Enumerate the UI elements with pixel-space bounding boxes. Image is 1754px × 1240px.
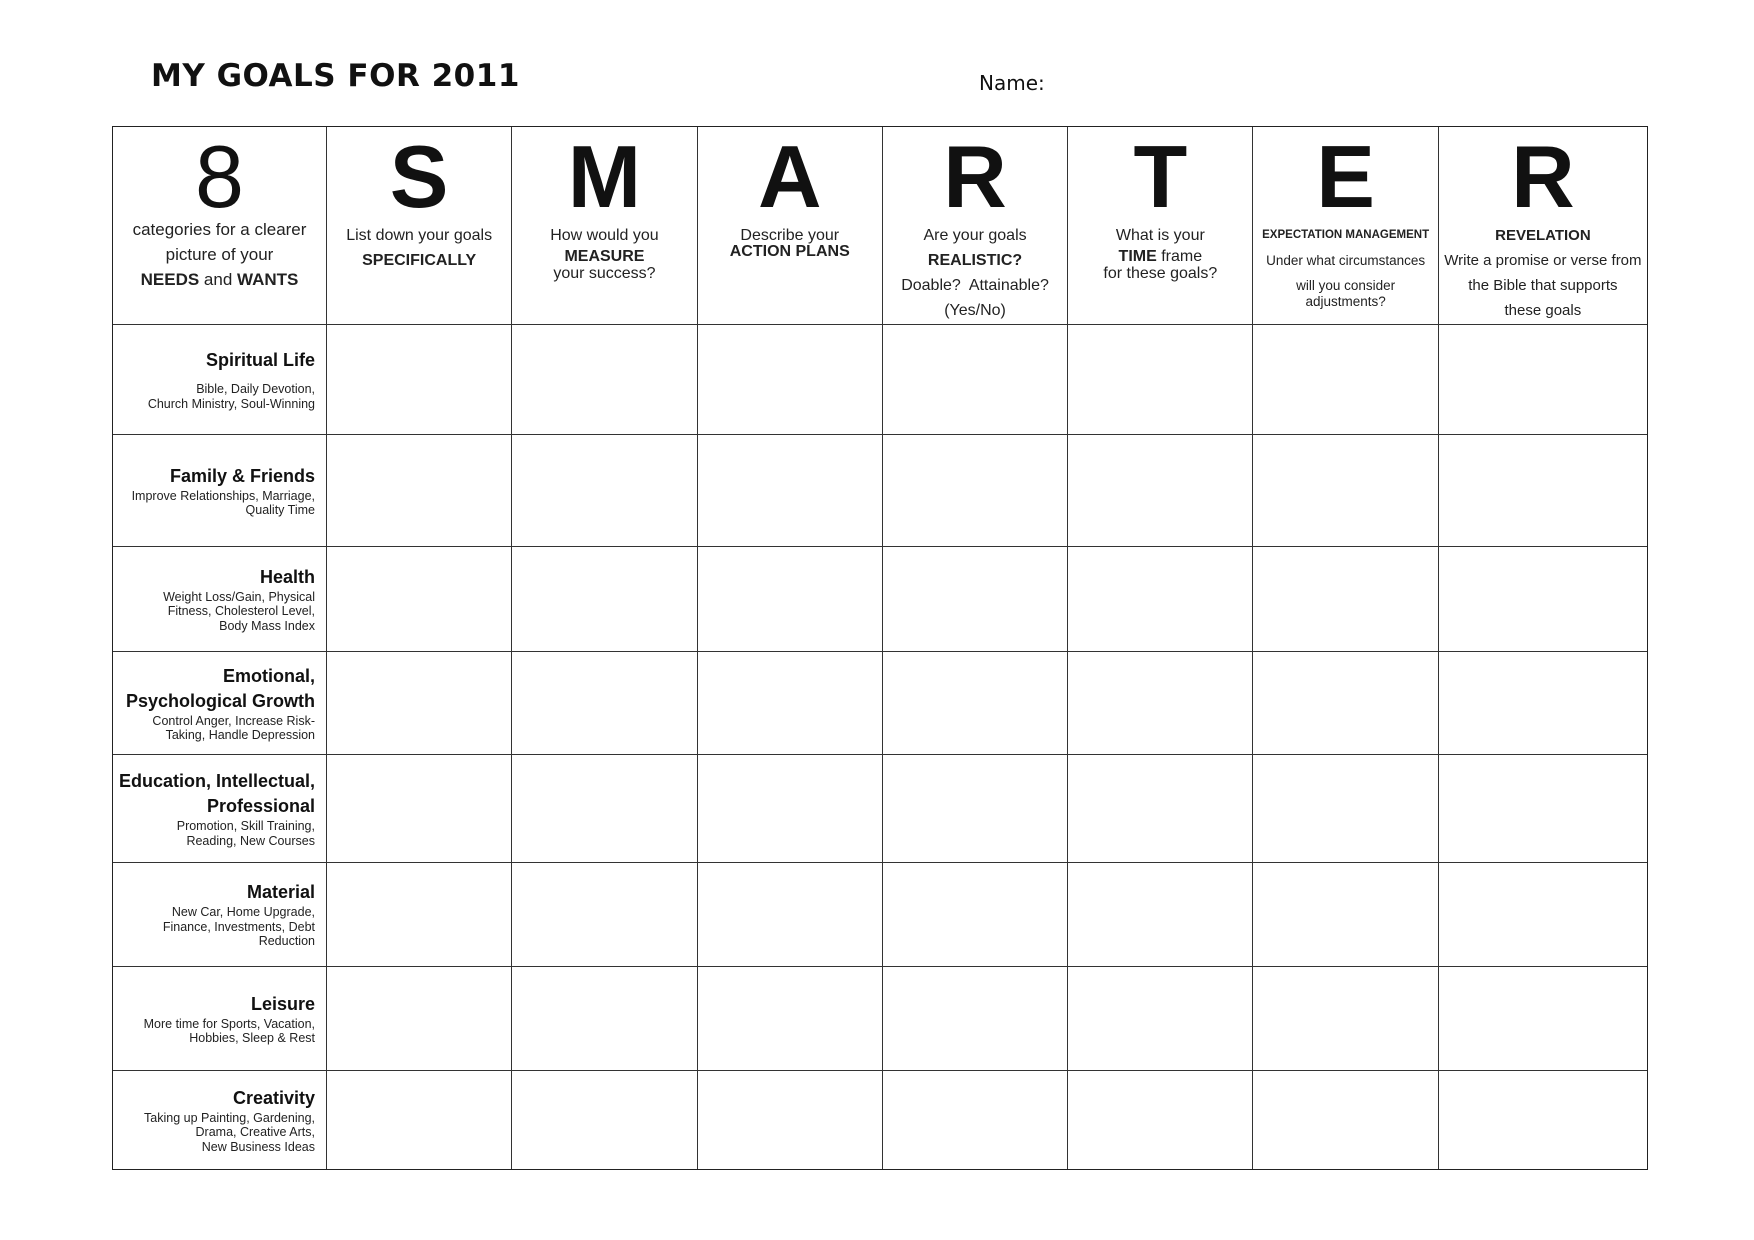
header-line	[113, 267, 326, 292]
header-letter: A	[757, 127, 822, 226]
header-line: SPECIFICALLY	[362, 252, 477, 269]
category-title: Material	[246, 882, 315, 903]
goal-entry-cell	[1068, 755, 1253, 863]
goal-entry-cell	[883, 967, 1068, 1071]
header-letter: T	[1133, 127, 1188, 226]
category-cell	[113, 547, 327, 652]
category-cell	[113, 967, 327, 1071]
category-cell	[113, 1071, 327, 1169]
header-line: MEASURE	[564, 248, 645, 265]
goal-entry-cell	[1439, 325, 1647, 435]
category-description: Finance, Investments, Debt	[162, 919, 315, 934]
goal-entry-cell	[883, 325, 1068, 435]
goal-entry-cell	[327, 652, 512, 755]
goal-entry-cell	[512, 1071, 697, 1169]
header-line: the Bible that supports	[1468, 277, 1618, 294]
header-line: What is your	[1115, 227, 1205, 244]
goal-entry-cell	[327, 967, 512, 1071]
header-expectation	[1253, 127, 1438, 325]
goal-entry-cell	[1068, 967, 1253, 1071]
category-cell	[113, 325, 327, 435]
category-description: Fitness, Cholesterol Level,	[167, 604, 315, 619]
header-line: for these goals?	[1103, 265, 1218, 282]
header-action	[698, 127, 883, 325]
category-description: Reduction	[258, 934, 315, 949]
goal-entry-cell	[1253, 967, 1438, 1071]
category-title: Health	[259, 566, 315, 587]
header-desc	[883, 223, 1067, 323]
goal-entry-cell	[327, 863, 512, 967]
header-realistic	[883, 127, 1068, 325]
header-line: categories for a clearer	[132, 220, 307, 239]
category-description: Hobbies, Sleep & Rest	[189, 1031, 315, 1045]
goal-entry-cell	[512, 325, 697, 435]
goal-entry-cell	[698, 325, 883, 435]
goal-entry-cell	[512, 967, 697, 1071]
category-description: Quality Time	[245, 503, 315, 517]
header-desc	[113, 217, 326, 292]
goal-entry-cell	[1068, 863, 1253, 967]
goal-entry-cell	[512, 863, 697, 967]
header-line	[1068, 248, 1252, 265]
header-line: picture of your	[165, 245, 274, 264]
goal-entry-cell	[883, 435, 1068, 547]
goal-entry-cell	[1068, 325, 1253, 435]
category-description: Improve Relationships, Marriage,	[131, 488, 315, 503]
category-cell	[113, 755, 327, 863]
header-measurable	[512, 127, 697, 325]
header-line: will you consider	[1296, 278, 1396, 293]
goal-entry-cell	[1439, 547, 1647, 652]
category-description: Church Ministry, Soul-Winning	[147, 396, 315, 411]
goal-entry-cell	[327, 325, 512, 435]
category-title: Education, Intellectual,	[118, 771, 315, 791]
goal-entry-cell	[327, 755, 512, 863]
header-line: REVELATION	[1495, 227, 1591, 244]
header-desc	[1253, 223, 1437, 310]
category-description: More time for Sports, Vacation,	[143, 1016, 315, 1031]
page-title: MY GOALS FOR 2011	[151, 58, 520, 94]
header-desc	[1439, 223, 1647, 323]
goal-entry-cell	[327, 547, 512, 652]
header-desc	[512, 223, 696, 282]
header-letter: S	[389, 127, 449, 226]
category-description: Control Anger, Increase Risk-	[152, 713, 315, 728]
goal-entry-cell	[327, 1071, 512, 1169]
goal-entry-cell	[1253, 1071, 1438, 1169]
category-title: Psychological Growth	[125, 690, 315, 711]
goal-entry-cell	[1068, 652, 1253, 755]
needs-text: NEEDS	[140, 270, 200, 289]
header-number: 8	[195, 127, 244, 226]
goal-entry-cell	[698, 652, 883, 755]
category-title: Spiritual Life	[205, 350, 315, 370]
header-letter: R	[943, 127, 1007, 226]
goal-entry-cell	[1253, 435, 1438, 547]
and-text: and	[199, 270, 237, 289]
category-title: Professional	[206, 796, 315, 816]
header-line: these goals	[1504, 302, 1582, 319]
category-description: Body Mass Index	[219, 618, 315, 633]
goal-entry-cell	[1439, 755, 1647, 863]
category-title: Emotional,	[222, 665, 315, 686]
header-desc	[698, 223, 882, 260]
category-title: Family & Friends	[169, 465, 315, 486]
goal-entry-cell	[1253, 547, 1438, 652]
header-line: Describe your	[740, 227, 840, 244]
header-desc	[1068, 223, 1252, 282]
header-line: Are your goals	[923, 227, 1027, 244]
goal-entry-cell	[1439, 435, 1647, 547]
header-desc	[327, 223, 511, 273]
goal-entry-cell	[1439, 652, 1647, 755]
header-time	[1068, 127, 1253, 325]
category-description: Drama, Creative Arts,	[195, 1125, 315, 1140]
goal-entry-cell	[883, 547, 1068, 652]
header-line: Write a promise or verse from	[1444, 252, 1642, 269]
goal-entry-cell	[512, 547, 697, 652]
goal-entry-cell	[698, 755, 883, 863]
name-label: Name:	[979, 71, 1045, 95]
goal-entry-cell	[1068, 547, 1253, 652]
goal-entry-cell	[1439, 1071, 1647, 1169]
goal-entry-cell	[1068, 1071, 1253, 1169]
goal-entry-cell	[698, 435, 883, 547]
category-cell	[113, 652, 327, 755]
goal-entry-cell	[698, 967, 883, 1071]
header-line: (Yes/No)	[944, 302, 1006, 319]
category-title: Creativity	[232, 1087, 315, 1108]
header-line: List down your goals	[346, 227, 493, 244]
goal-entry-cell	[698, 1071, 883, 1169]
header-revelation	[1439, 127, 1647, 325]
header-specific	[327, 127, 512, 325]
goals-table	[112, 126, 1648, 1170]
goal-entry-cell	[883, 863, 1068, 967]
category-cell	[113, 863, 327, 967]
header-line: Doable? Attainable?	[901, 277, 1049, 294]
category-description: Bible, Daily Devotion,	[196, 382, 315, 396]
header-categories	[113, 127, 327, 325]
header-line: How would you	[550, 227, 659, 244]
goal-entry-cell	[1439, 967, 1647, 1071]
category-description: New Car, Home Upgrade,	[171, 905, 315, 920]
header-line: adjustments?	[1305, 294, 1386, 309]
header-line: Under what circumstances	[1266, 253, 1426, 268]
frame-text: frame	[1156, 248, 1203, 265]
category-description: Taking up Painting, Gardening,	[144, 1110, 315, 1125]
header-letter: R	[1511, 127, 1575, 226]
goal-entry-cell	[512, 435, 697, 547]
goal-entry-cell	[512, 755, 697, 863]
time-text: TIME	[1118, 248, 1157, 265]
header-line: your success?	[553, 265, 656, 282]
category-description: Taking, Handle Depression	[165, 728, 315, 742]
goal-entry-cell	[883, 755, 1068, 863]
header-line: EXPECTATION MANAGEMENT	[1262, 229, 1430, 241]
goal-entry-cell	[1253, 755, 1438, 863]
goal-entry-cell	[698, 547, 883, 652]
header-line: ACTION PLANS	[729, 243, 850, 260]
category-description: Reading, New Courses	[186, 833, 315, 848]
category-description: New Business Ideas	[201, 1139, 315, 1154]
header-letter: M	[567, 127, 642, 226]
goal-entry-cell	[1068, 435, 1253, 547]
goal-entry-cell	[698, 863, 883, 967]
goal-entry-cell	[1253, 325, 1438, 435]
header-line: REALISTIC?	[927, 252, 1023, 269]
goal-entry-cell	[327, 435, 512, 547]
wants-text: WANTS	[237, 270, 299, 289]
goal-entry-cell	[883, 1071, 1068, 1169]
category-description: Weight Loss/Gain, Physical	[163, 589, 315, 604]
category-description: Promotion, Skill Training,	[176, 819, 315, 833]
goal-entry-cell	[512, 652, 697, 755]
goal-entry-cell	[1253, 863, 1438, 967]
goal-entry-cell	[1439, 863, 1647, 967]
category-cell	[113, 435, 327, 547]
goal-entry-cell	[1253, 652, 1438, 755]
goal-entry-cell	[883, 652, 1068, 755]
header-letter: E	[1316, 127, 1375, 226]
category-title: Leisure	[250, 993, 315, 1014]
